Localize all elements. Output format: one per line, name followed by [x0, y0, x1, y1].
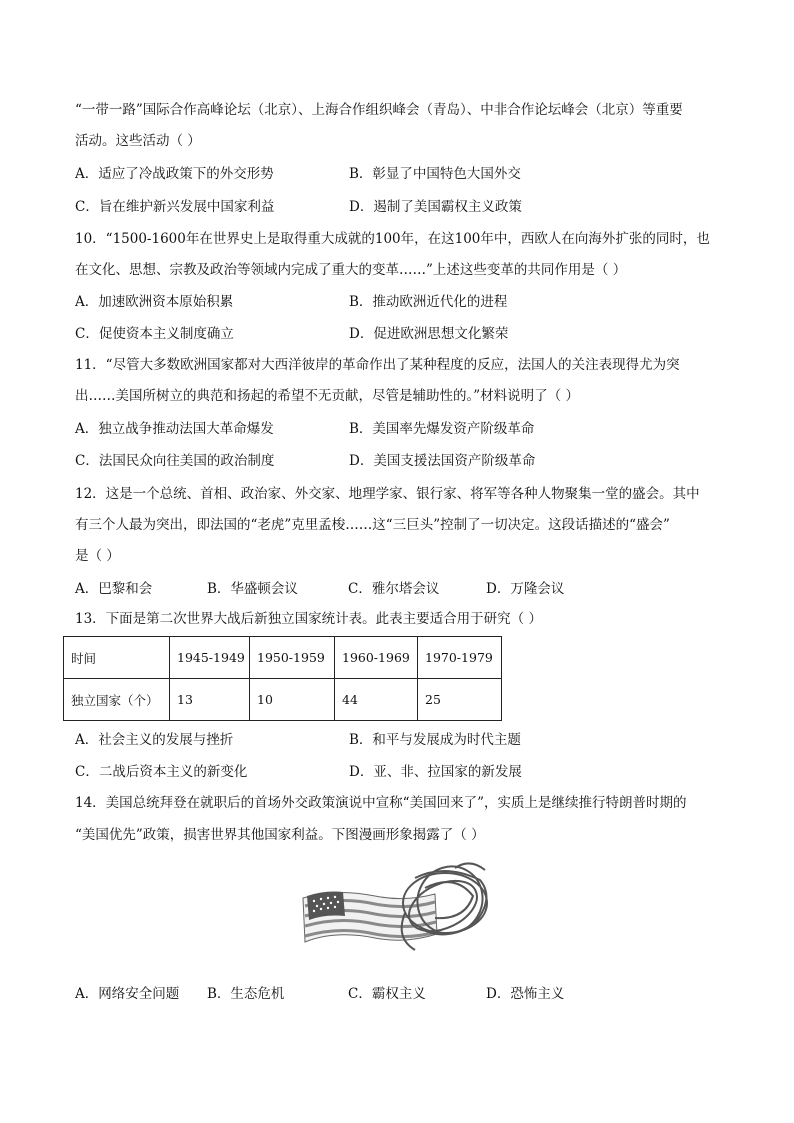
q12-option-d: D．万隆会议 — [486, 581, 565, 597]
table-header-cell: 1950-1959 — [250, 637, 335, 679]
q13-option-b: B．和平与发展成为时代主题 — [349, 732, 521, 748]
q10-stem-line-2: 在文化、思想、宗教及政治等领域内完成了重大的变革……”上述这些变革的共同作用是（ ） — [75, 262, 627, 278]
q12-stem-line-2: 有三个人最为突出，即法国的“老虎”克里孟梭……这“三巨头”控制了一切决定。这段话描述的“盛会” — [75, 517, 670, 533]
table-header-cell: 1960-1969 — [335, 637, 418, 679]
q12-option-a: A．巴黎和会 — [75, 581, 153, 597]
q12-stem-line-3: 是（ ） — [75, 548, 120, 564]
table-cell: 44 — [335, 679, 418, 721]
table-cell: 10 — [250, 679, 335, 721]
q10-stem-line-1: 10．“1500-1600年在世界史上是取得重大成就的100年，在这100年中，西欧人在向海外扩张的同时，也 — [75, 231, 710, 247]
q9-option-d: D．遏制了美国霸权主义政策 — [349, 199, 522, 215]
table-header-cell: 1970-1979 — [418, 637, 502, 679]
q10-option-c: C．促使资本主义制度确立 — [75, 326, 234, 342]
q14-option-a: A．网络安全问题 — [75, 986, 180, 1002]
q13-option-a: A．社会主义的发展与挫折 — [75, 732, 234, 748]
independence-stats-table — [63, 636, 502, 721]
q9-option-b: B．彰显了中国特色大国外交 — [349, 166, 521, 182]
q12-option-c: C．雅尔塔会议 — [348, 581, 440, 597]
q12-option-b: B．华盛顿会议 — [207, 581, 298, 597]
table-cell: 13 — [170, 679, 250, 721]
q11-stem-line-1: 11．“尽管大多数欧洲国家都对大西洋彼岸的革命作出了某种程度的反应，法国人的关注表现得尤为突 — [75, 357, 680, 373]
table-header-cell: 时间 — [64, 637, 170, 679]
q14-stem-line-1: 14．美国总统拜登在就职后的首场外交政策演说中宣称“美国回来了”，实质上是继续推行特朗普时期的 — [75, 795, 687, 811]
q9-stem-line-1: “一带一路”国际合作高峰论坛（北京）、上海合作组织峰会（青岛）、中非合作论坛峰会（北京）等重要 — [75, 102, 683, 118]
q10-option-b: B．推动欧洲近代化的进程 — [349, 294, 508, 310]
table-header-cell: 1945-1949 — [170, 637, 250, 679]
q11-option-c: C．法国民众向往美国的政治制度 — [75, 453, 275, 469]
q13-stem-line-1: 13．下面是第二次世界大战后新独立国家统计表。此表主要适合用于研究（ ） — [75, 611, 542, 627]
q10-option-a: A．加速欧洲资本原始积累 — [75, 294, 234, 310]
q12-stem-line-1: 12．这是一个总统、首相、政治家、外交家、地理学家、银行家、将军等各种人物聚集一堂的盛会。其中 — [75, 486, 700, 502]
q11-option-b: B．美国率先爆发资产阶级革命 — [349, 421, 535, 437]
table-cell: 独立国家（个） — [64, 679, 170, 721]
q14-option-d: D．恐怖主义 — [486, 986, 565, 1002]
q9-option-c: C．旨在维护新兴发展中国家利益 — [75, 199, 275, 215]
table-header-row — [64, 637, 502, 679]
q13-option-d: D．亚、非、拉国家的新发展 — [349, 764, 522, 780]
q14-stem-line-2: “美国优先”政策，损害世界其他国家利益。下图漫画形象揭露了（ ） — [75, 827, 485, 843]
q9-stem-line-2: 活动。这些活动（ ） — [75, 133, 201, 149]
q9-option-a: A．适应了冷战政策下的外交形势 — [75, 166, 274, 182]
q10-option-d: D．促进欧洲思想文化繁荣 — [349, 326, 509, 342]
q14-option-b: B．生态危机 — [207, 986, 285, 1002]
cartoon-flag-tangle-image — [295, 858, 505, 958]
table-row — [64, 679, 502, 721]
q11-option-a: A．独立战争推动法国大革命爆发 — [75, 421, 274, 437]
q11-option-d: D．美国支援法国资产阶级革命 — [349, 453, 536, 469]
q14-option-c: C．霸权主义 — [348, 986, 426, 1002]
table-cell: 25 — [418, 679, 502, 721]
q13-option-c: C．二战后资本主义的新变化 — [75, 764, 248, 780]
q11-stem-line-2: 出……美国所树立的典范和扬起的希望不无贡献，尽管是辅助性的。”材料说明了（ ） — [75, 388, 579, 404]
